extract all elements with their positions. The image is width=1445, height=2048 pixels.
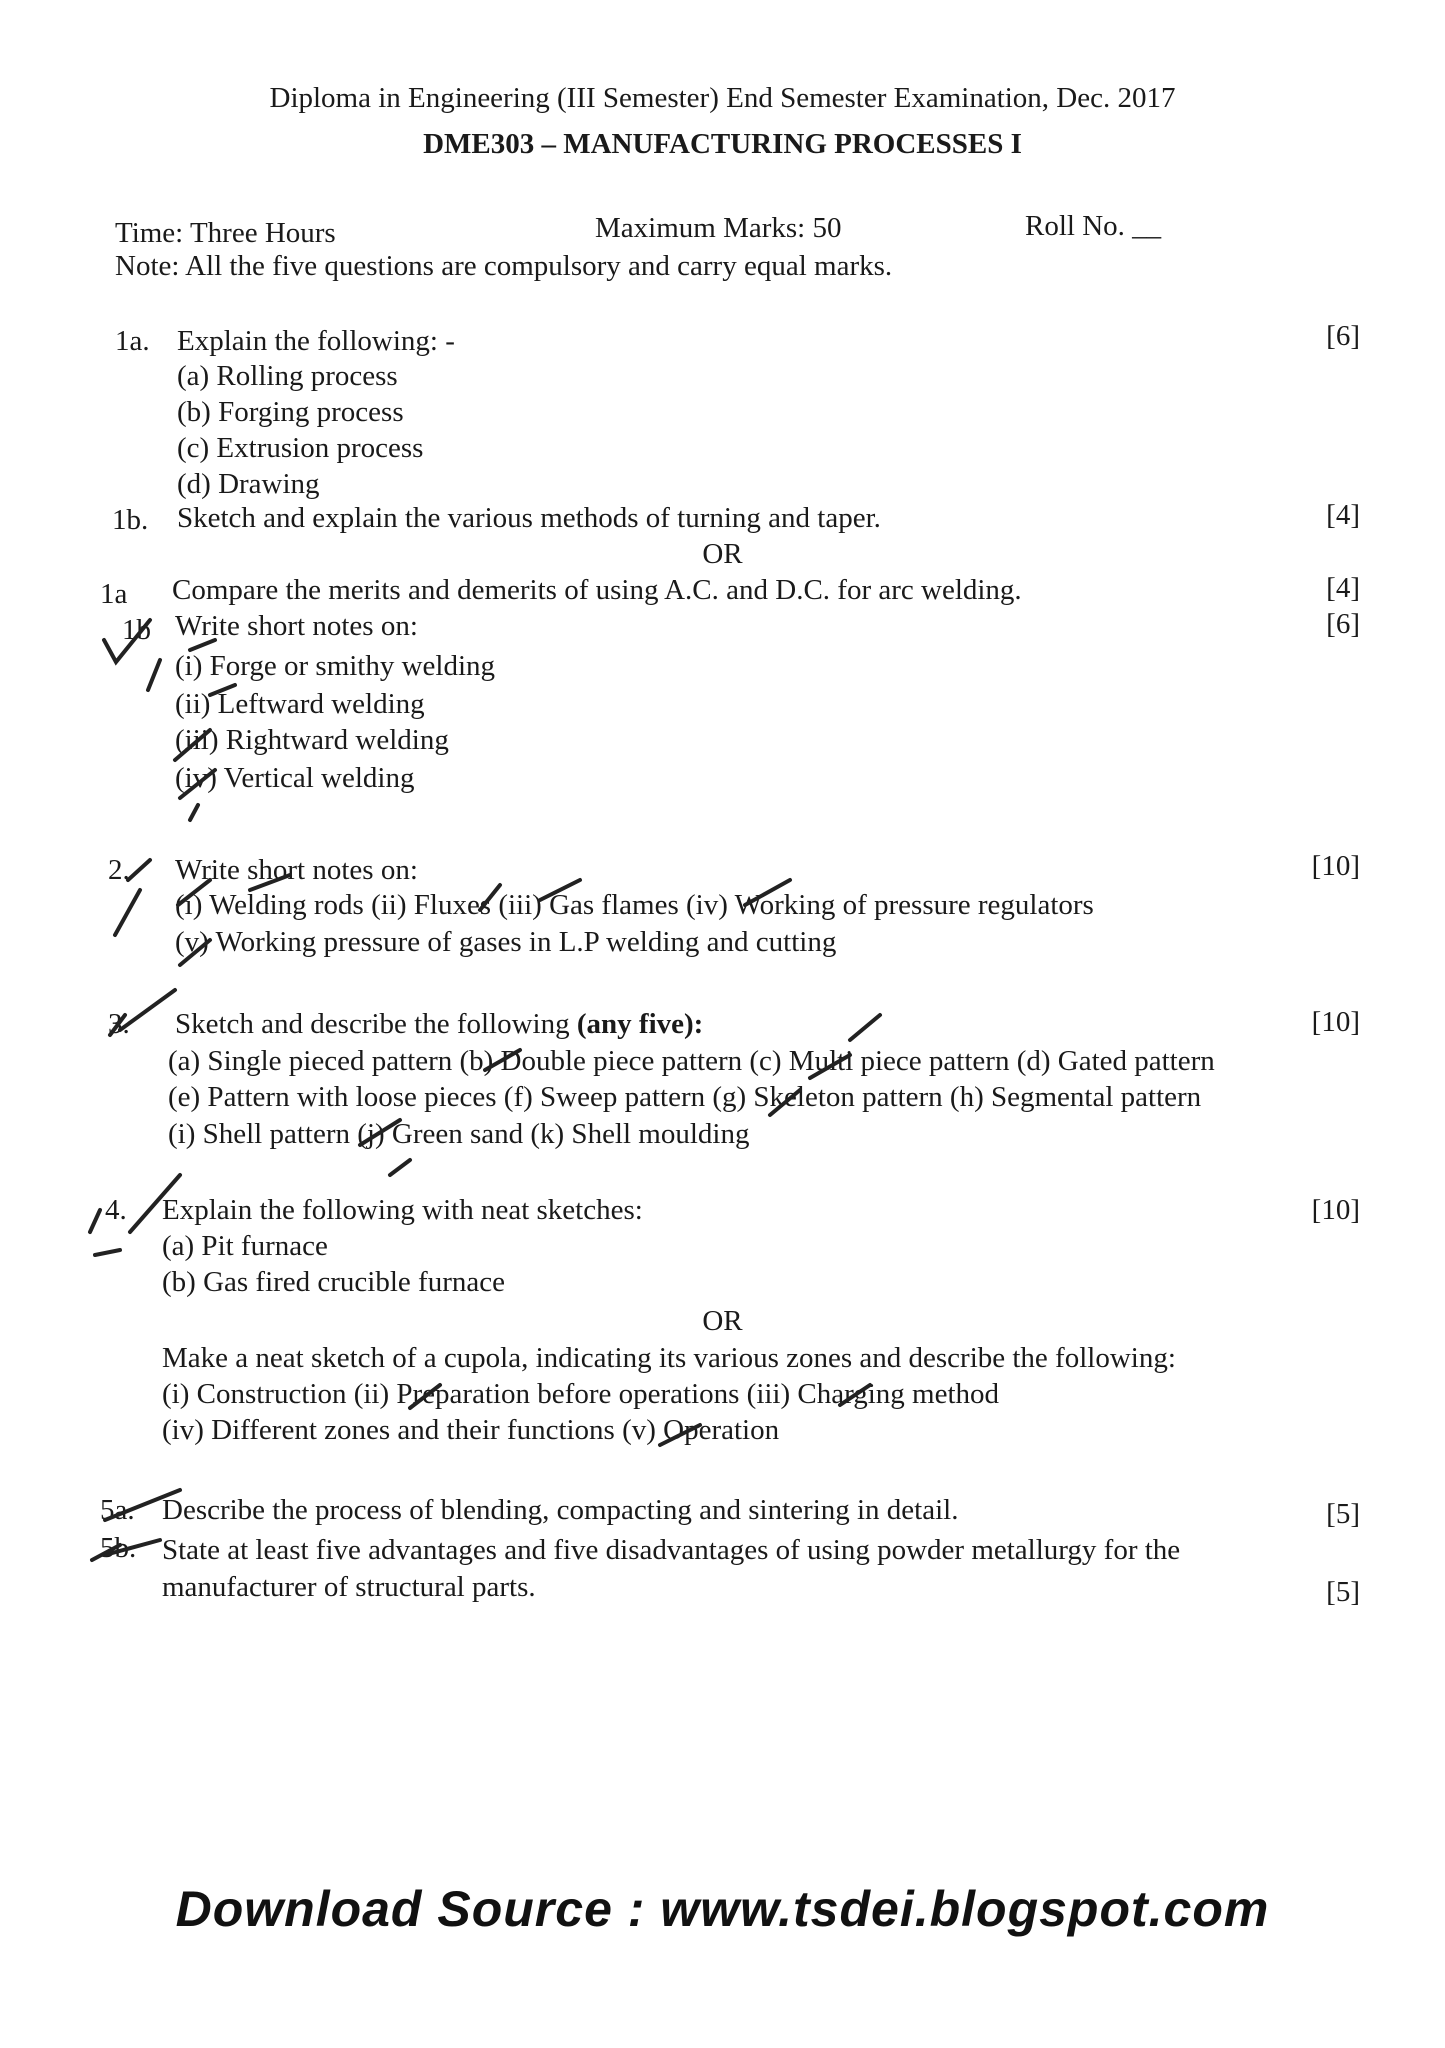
question-text: Explain the following with neat sketches: [162, 1194, 643, 1226]
question-text: Sketch and explain the various methods of turning and taper. [177, 502, 881, 534]
question-number: 5a. [100, 1494, 135, 1526]
marks-label: [6] [1326, 608, 1360, 640]
list-item: (i) Forge or smithy welding [175, 650, 496, 682]
list-item: (e) Pattern with loose pieces (f) Sweep pattern (g) Skeleton pattern (h) Segmental pattern [168, 1081, 1202, 1113]
exam-title: Diploma in Engineering (III Semester) End Semester Examination, Dec. 2017 [269, 82, 1176, 114]
marks-label: [4] [1326, 572, 1360, 604]
list-item: (b) Gas fired crucible furnace [162, 1266, 505, 1298]
list-item: (iv) Vertical welding [175, 762, 415, 794]
question-text: State at least five advantages and five disadvantages of using powder metallurgy for the [162, 1534, 1181, 1566]
question-text: Describe the process of blending, compacting and sintering in detail. [162, 1494, 959, 1526]
time-label: Time: Three Hours [115, 217, 336, 249]
question-text: Make a neat sketch of a cupola, indicating its various zones and describe the following: [162, 1342, 1176, 1374]
list-item: (i) Shell pattern (j) Green sand (k) Shell moulding [168, 1118, 750, 1150]
list-item: (a) Pit furnace [162, 1230, 328, 1262]
question-number: 1b [122, 614, 151, 646]
course-title: DME303 – MANUFACTURING PROCESSES I [423, 128, 1022, 160]
question-text: manufacturer of structural parts. [162, 1571, 536, 1603]
list-item: (iv) Different zones and their functions (v) Operation [162, 1414, 780, 1446]
list-item: (d) Drawing [177, 468, 320, 500]
note-text: Note: All the five questions are compulsory and carry equal marks. [115, 250, 893, 282]
marks-label: [5] [1326, 1498, 1360, 1530]
or-divider: OR [702, 538, 743, 570]
marks-label: [10] [1311, 850, 1360, 882]
or-divider: OR [702, 1305, 743, 1337]
list-item: (iii) Rightward welding [175, 724, 449, 756]
list-item: (ii) Leftward welding [175, 688, 425, 720]
max-marks-label: Maximum Marks: 50 [595, 212, 842, 244]
list-item: (c) Extrusion process [177, 432, 424, 464]
list-item: (v) Working pressure of gases in L.P welding and cutting [175, 926, 837, 958]
question-number: 3. [108, 1008, 130, 1040]
question-number: 1a. [115, 325, 150, 357]
marks-label: [4] [1326, 499, 1360, 531]
list-item: (b) Forging process [177, 396, 404, 428]
marks-label: [10] [1311, 1006, 1360, 1038]
question-number: 4. [105, 1194, 127, 1226]
question-number: 1b. [112, 504, 149, 536]
question-text: Write short notes on: [175, 854, 418, 886]
marks-label: [10] [1311, 1194, 1360, 1226]
question-number: 2. [108, 854, 130, 886]
list-item: (i) Welding rods (ii) Fluxes (iii) Gas flames (iv) Working of pressure regulators [175, 889, 1094, 921]
question-text: Write short notes on: [175, 610, 418, 642]
list-item: (a) Single pieced pattern (b) Double piece pattern (c) Multi piece pattern (d) Gated pattern [168, 1045, 1215, 1077]
question-text: Explain the following: - [177, 325, 455, 357]
list-item: (a) Rolling process [177, 360, 398, 392]
marks-label: [5] [1326, 1576, 1360, 1608]
download-source-footer: Download Source : www.tsdei.blogspot.com [175, 1881, 1270, 1937]
roll-no-label: Roll No. __ [1025, 210, 1162, 242]
list-item: (i) Construction (ii) Preparation before operations (iii) Charging method [162, 1378, 1000, 1410]
marks-label: [6] [1326, 320, 1360, 352]
question-number: 1a [100, 578, 128, 610]
question-text: Sketch and describe the following (any five): [175, 1008, 704, 1040]
question-text: Compare the merits and demerits of using A.C. and D.C. for arc welding. [172, 574, 1022, 606]
question-number: 5b. [100, 1532, 137, 1564]
